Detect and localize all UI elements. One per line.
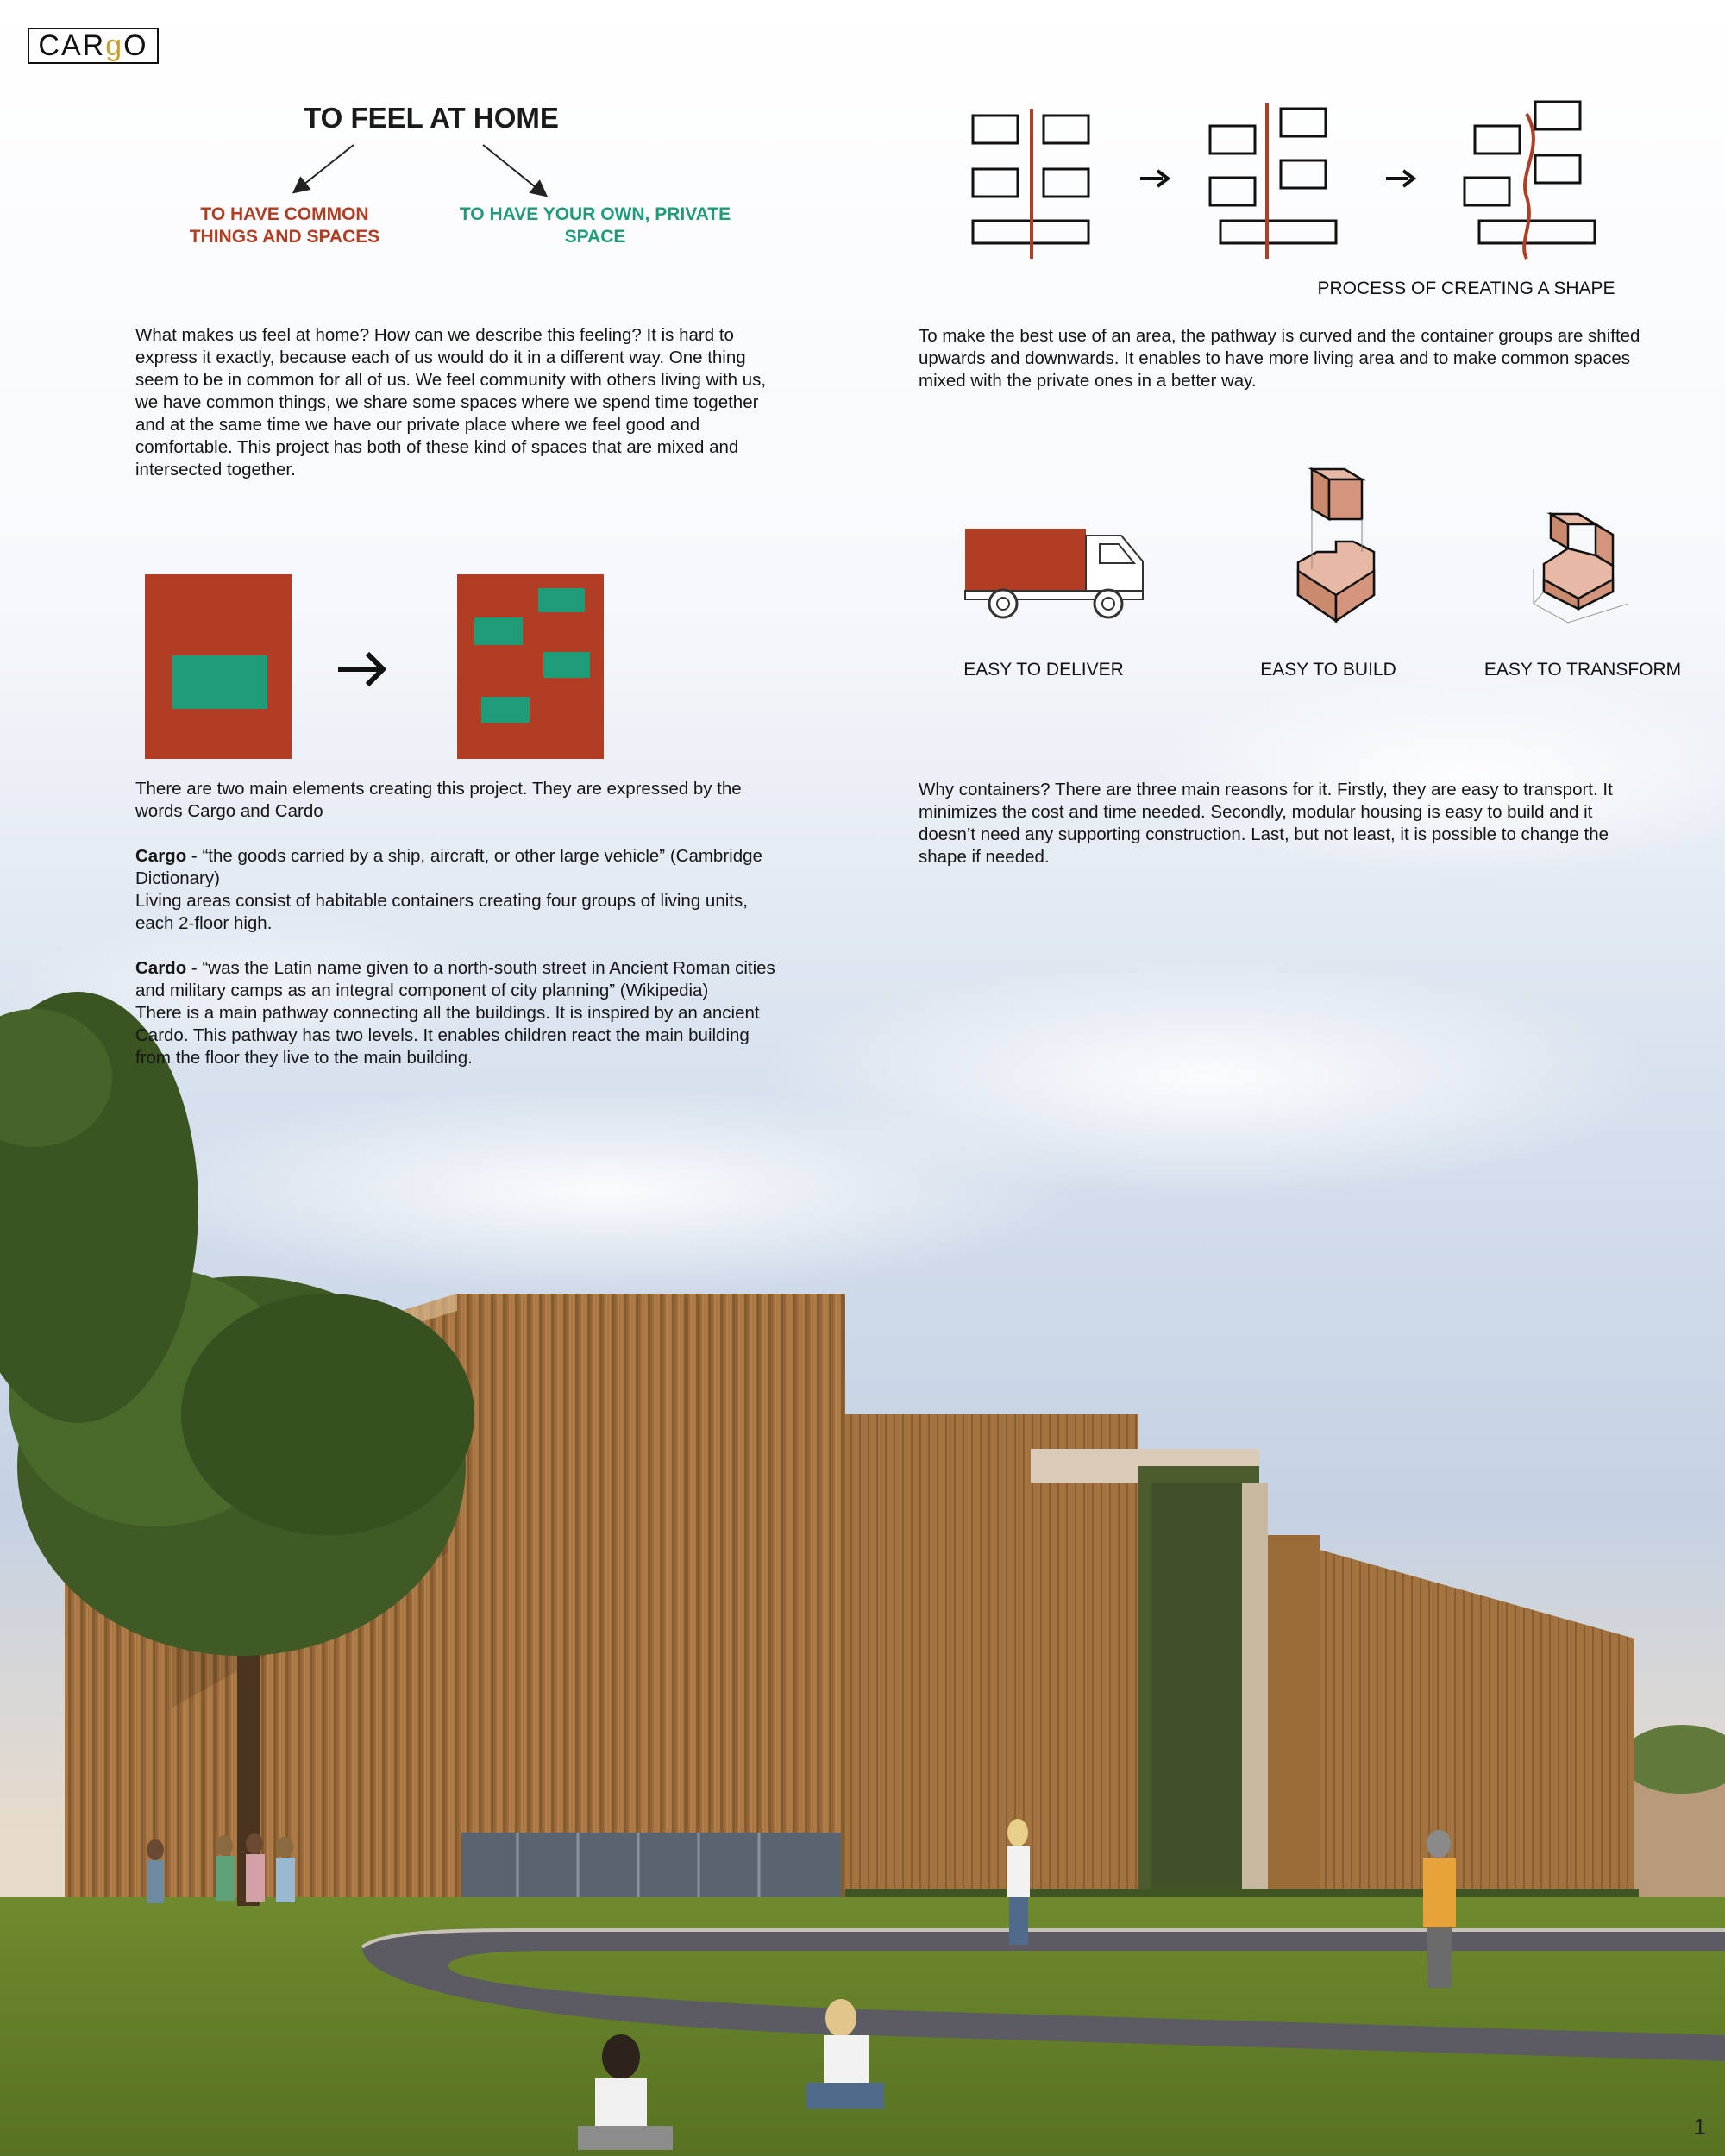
cardo-description: There is a main pathway connecting all the buildings. It is inspired by an ancient Cardo. This pathway has two levels. It enables children react the main building from the floor they live to the main building. (135, 1003, 760, 1068)
concept-title: TO FEEL AT HOME (304, 102, 559, 134)
truck-icon (962, 522, 1151, 625)
cargo-description: Living areas consist of habitable containers creating four groups of living units, each 2-floor high. (135, 891, 748, 933)
build-blocks-icon (1289, 466, 1393, 630)
logo-text-end: O (123, 28, 148, 62)
cargo-term: Cargo (135, 846, 187, 866)
private-space-label: TO HAVE YOUR OWN, PRIVATE SPACE (459, 204, 731, 247)
process-paragraph: To make the best use of an area, the pathway is curved and the container groups are shifted upwards and downwards. It enables to have more living area and to make common spaces mixed with the private ones in a better way. (919, 326, 1640, 391)
cargo-diagram (138, 569, 621, 763)
cargo-section (135, 845, 778, 935)
cargo-logo (28, 28, 159, 64)
cardo-term: Cardo (135, 958, 187, 978)
logo-text-accent: g (105, 28, 124, 62)
common-spaces-label: TO HAVE COMMON THINGS AND SPACES (189, 204, 380, 247)
elements-intro: There are two main elements creating this project. They are expressed by the words Cargo and Cardo (135, 779, 742, 821)
cargo-definition: - “the goods carried by a ship, aircraft, or other large vehicle” (Cambridge Dictionary) (135, 846, 762, 888)
elements-text (135, 778, 778, 1092)
containers-paragraph: Why containers? There are three main reasons for it. Firstly, they are easy to transport. It minimizes the cost and time needed. Secondly, modular housing is easy to build and it doesn’t need any supporting construction. Last, but not least, it is possible to change the shape if needed. (919, 780, 1613, 867)
cardo-section (135, 957, 778, 1069)
process-caption: PROCESS OF CREATING A SHAPE (1317, 279, 1615, 298)
logo-text-start: CAR (38, 28, 106, 62)
cardo-definition: - “was the Latin name given to a north-south street in Ancient Roman cities and military camps as an integral component of city planning” (Wikipedia) (135, 958, 775, 1000)
intro-paragraph: What makes us feel at home? How can we describe this feeling? It is hard to express it exactly, because each of us would do it in a different way. One thing seem to be in common for all of us. We feel community with others living with us, we have common things, we share some spaces where we spend time together and at the same time we have our private place where we feel good and comfortable. This project has both of these kind of spaces that are mixed and intersected together. (135, 325, 767, 479)
concept-arrows (285, 138, 561, 207)
page-number: 1 (1693, 2114, 1706, 2140)
benefit-label-transform: EASY TO TRANSFORM (1484, 660, 1682, 680)
process-diagram (966, 95, 1604, 267)
transform-blocks-icon (1527, 509, 1639, 630)
benefit-label-deliver: EASY TO DELIVER (963, 660, 1124, 680)
benefit-label-build: EASY TO BUILD (1260, 660, 1396, 680)
